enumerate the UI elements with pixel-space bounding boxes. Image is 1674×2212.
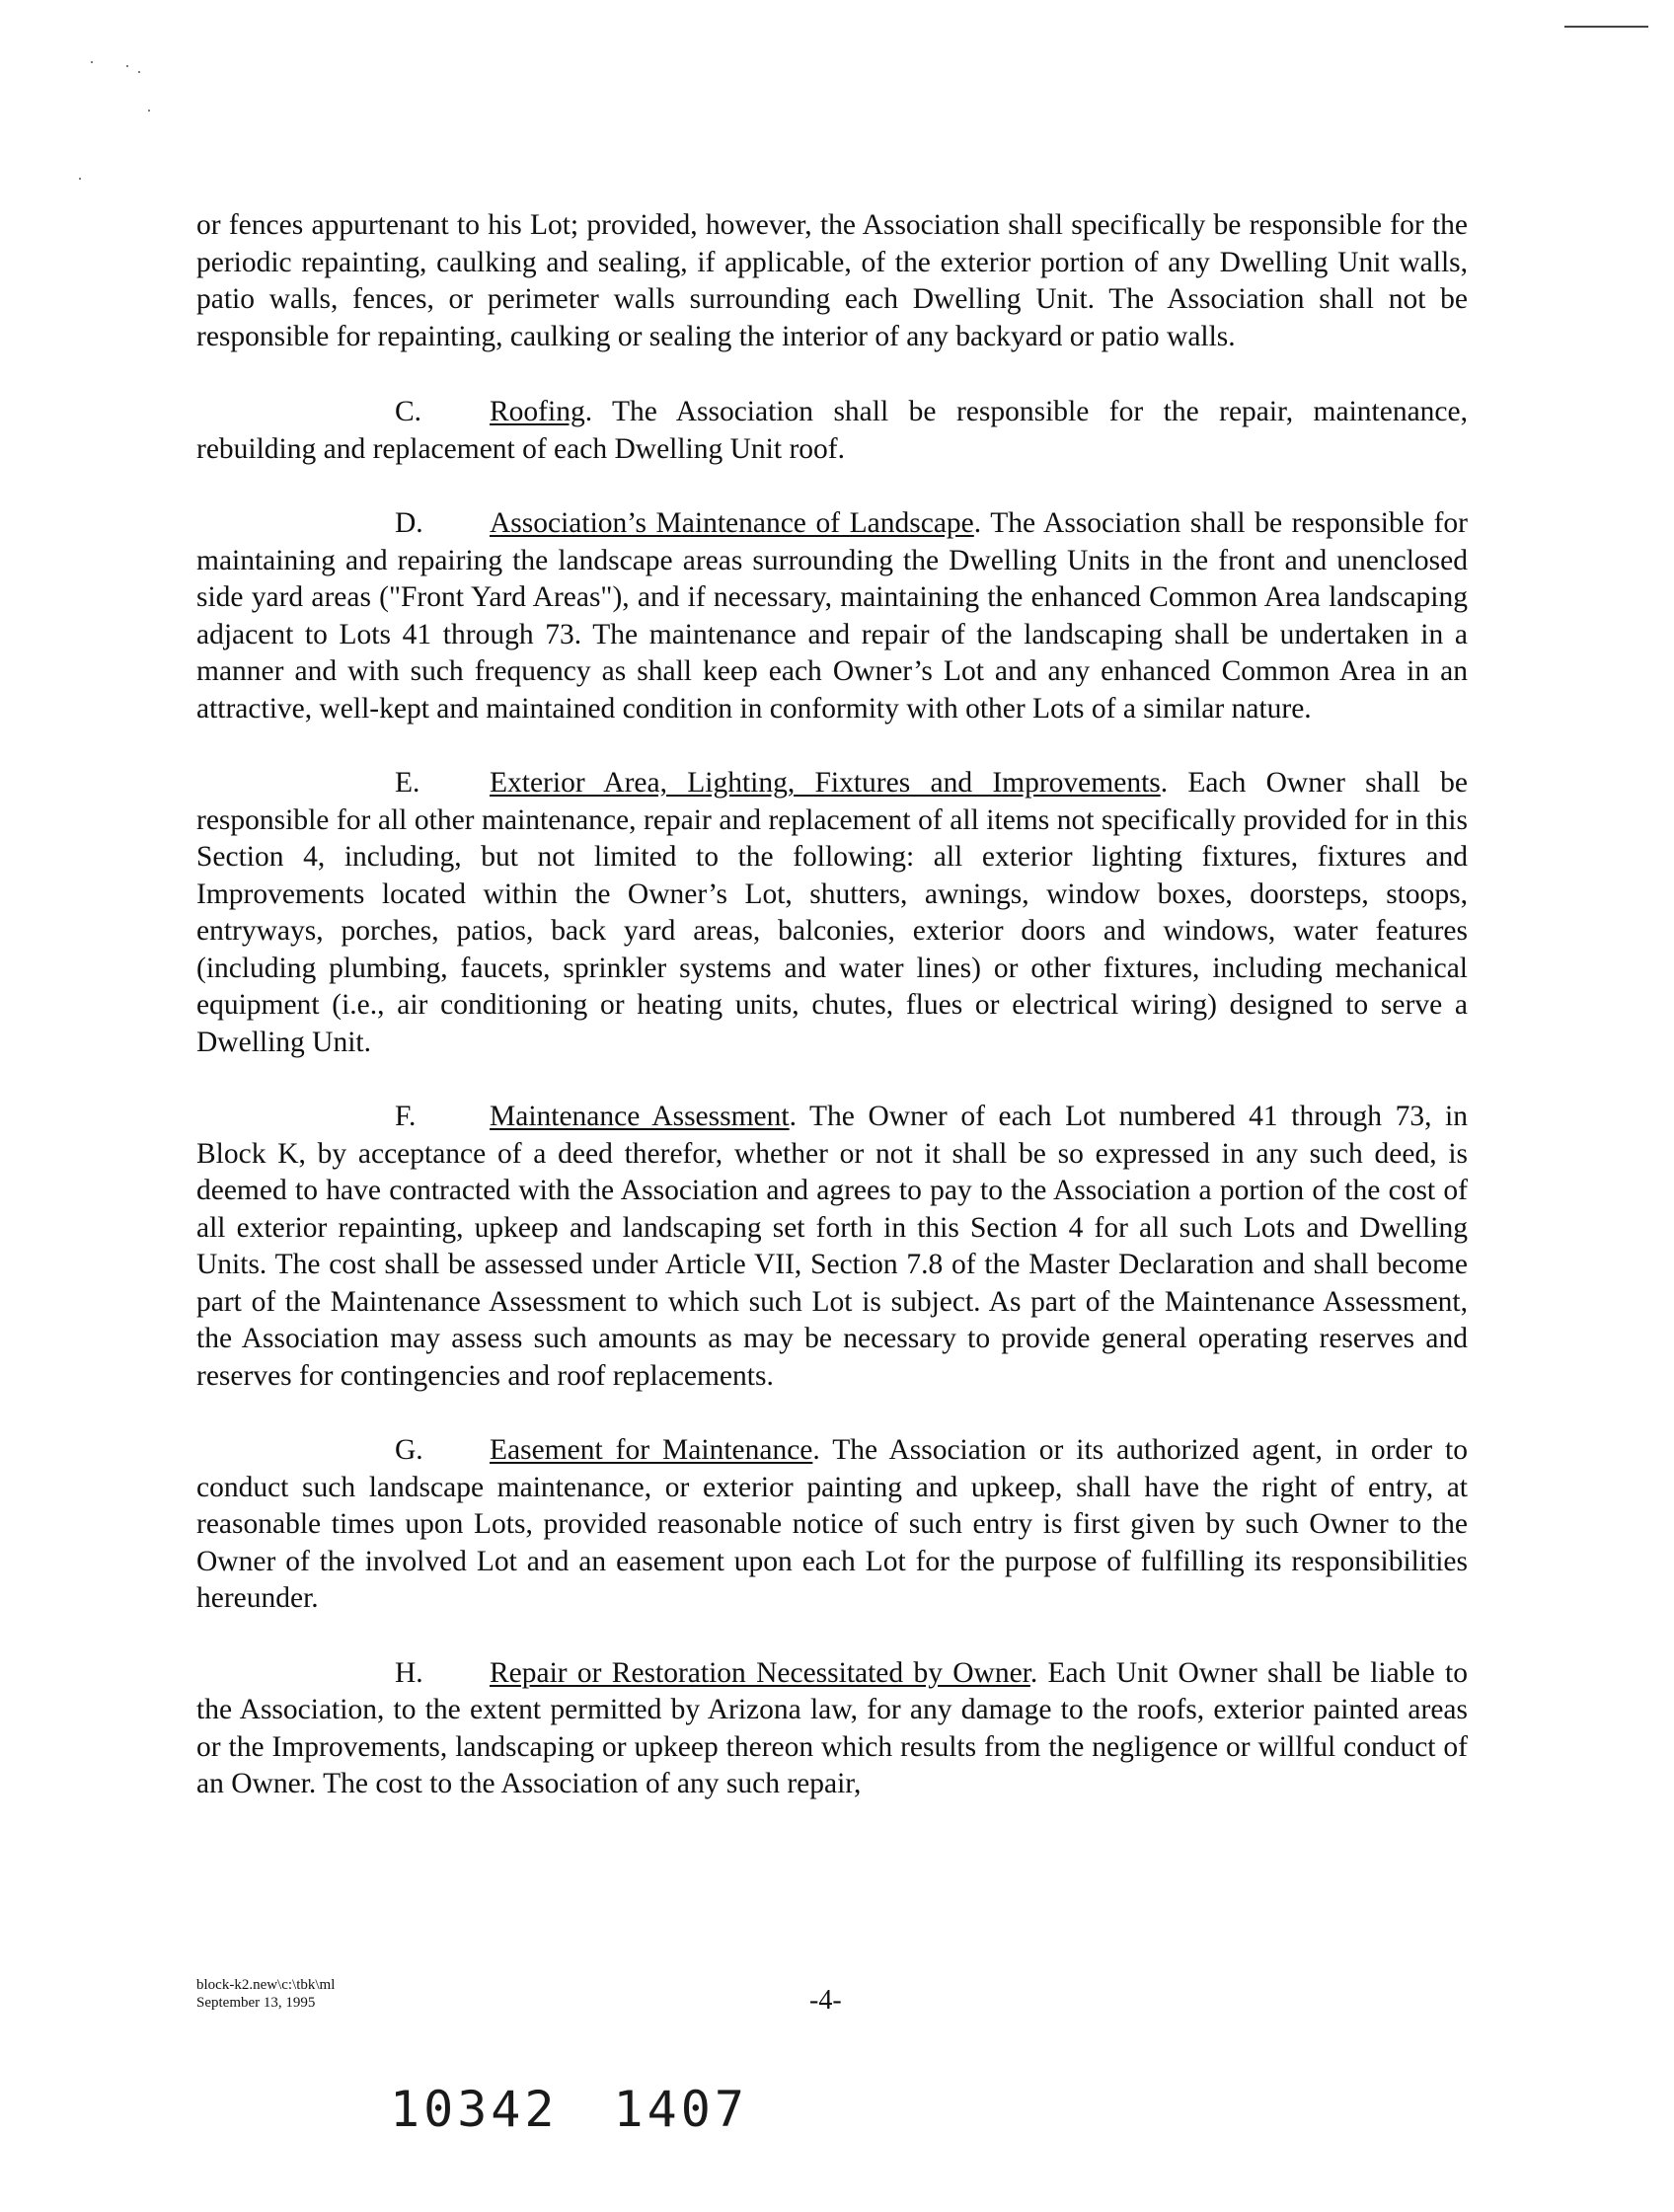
page-number: -4- — [809, 1985, 842, 2016]
section-heading: Repair or Restoration Necessitated by Owner — [490, 1656, 1030, 1689]
recording-stamp — [390, 2081, 748, 2138]
section-heading: Association’s Maintenance of Landscape — [490, 507, 974, 539]
scan-artifact-line — [1564, 26, 1648, 28]
section-letter: D. — [395, 507, 423, 539]
section-e-paragraph — [196, 765, 1468, 1061]
section-text: . The Owner of each Lot numbered 41 through 73, in Block K, by acceptance of a deed therefor, whether or not it shall be so expressed in any such deed, is deemed to have contracted with the Association and agrees to pay to the Association a portion of the cost of all exterior repainting, upkeep and landscaping set forth in this Section 4 for all such Lots and Dwelling Units. The cost shall be assessed under Article VII, Section 7.8 of the Master Declaration and shall become part of the Maintenance Assessment to which such Lot is subject. As part of the Maintenance Assessment, the Association may assess such amounts as may be necessary to provide general operating reserves and reserves for contingencies and roof replacements. — [196, 1101, 1468, 1392]
opening-paragraph-text: or fences appurtenant to his Lot; provided, however, the Association shall specifically be responsible for the periodic repainting, caulking and sealing, if applicable, of the exterior portion of any Dwelling Unit walls, patio walls, fences, or perimeter walls surrounding each Dwelling Unit. The Association shall not be responsible for repainting, caulking or sealing the interior of any backyard or patio walls. — [196, 209, 1468, 352]
opening-paragraph — [196, 207, 1468, 355]
section-letter: E. — [395, 767, 420, 799]
section-heading: Easement for Maintenance — [490, 1434, 813, 1466]
section-heading: Exterior Area, Lighting, Fixtures and Improvements — [490, 767, 1161, 799]
section-text: . The Association or its authorized agent, in order to conduct such landscape maintenance, or exterior painting and upkeep, shall have the right of entry, at reasonable times upon Lots, provided reasonable notice of such entry is first given by such Owner to the Owner of the involved Lot and an easement upon each Lot for the purpose of fulfilling its responsibilities hereunder. — [196, 1434, 1468, 1614]
document-date: September 13, 1995 — [196, 1995, 316, 2011]
section-text: . The Association shall be responsible for the repair, maintenance, rebuilding and replacement of each Dwelling Unit roof. — [196, 396, 1468, 465]
section-g-paragraph — [196, 1432, 1468, 1618]
document-body — [196, 207, 1468, 1841]
section-f-paragraph — [196, 1099, 1468, 1395]
section-heading: Roofing — [490, 396, 585, 427]
section-text: . Each Owner shall be responsible for all other maintenance, repair and replacement of all items not specifically provided for in this Section 4, including, but not limited to the following: all exterior lighting fixtures, fixtures and Improvements located within the Owner’s Lot, shutters, awnings, window boxes, doorsteps, stoops, entryways, porches, patios, back yard areas, balconies, exterior doors and windows, water features (including plumbing, faucets, sprinkler systems and water lines) or other fixtures, including mechanical equipment (i.e., air conditioning or heating units, chutes, flues or electrical wiring) designed to serve a Dwelling Unit. — [196, 767, 1468, 1058]
section-text: . The Association shall be responsible for maintaining and repairing the landscape areas surrounding the Dwelling Units in the front and unenclosed side yard areas ("Front Yard Areas"), and if necessary, maintaining the enhanced Common Area landscaping adjacent to Lots 41 through 73. The maintenance and repair of the landscaping shall be undertaken in a manner and with such frequency as shall keep each Owner’s Lot and any enhanced Common Area in an attractive, well-kept and maintained condition in conformity with other Lots of a similar nature. — [196, 507, 1468, 725]
section-letter: H. — [395, 1656, 423, 1689]
scan-artifact-dot — [126, 65, 128, 67]
scan-artifact-dot — [148, 110, 150, 112]
section-letter: G. — [395, 1434, 423, 1466]
section-d-paragraph — [196, 505, 1468, 727]
recording-book-number: 10342 — [390, 2081, 559, 2138]
recording-page-number: 1407 — [613, 2081, 748, 2138]
section-letter: C. — [395, 396, 422, 427]
file-reference: block-k2.new\c:\tbk\ml — [196, 1977, 336, 1993]
scan-artifact-dot — [138, 71, 140, 73]
section-letter: F. — [395, 1101, 417, 1132]
section-h-paragraph — [196, 1655, 1468, 1803]
section-text: . Each Unit Owner shall be liable to the Association, to the extent permitted by Arizona law, for any damage to the roofs, exterior painted areas or the Improvements, landscaping or upkeep thereon which results from the negligence or willful conduct of an Owner. The cost to the Association of any such repair, — [196, 1656, 1468, 1799]
scan-artifact-dot — [91, 61, 93, 63]
footer-reference — [196, 1976, 335, 2012]
scan-artifact-dot — [79, 178, 81, 180]
section-heading: Maintenance Assessment — [490, 1101, 790, 1132]
section-c-paragraph — [196, 394, 1468, 468]
